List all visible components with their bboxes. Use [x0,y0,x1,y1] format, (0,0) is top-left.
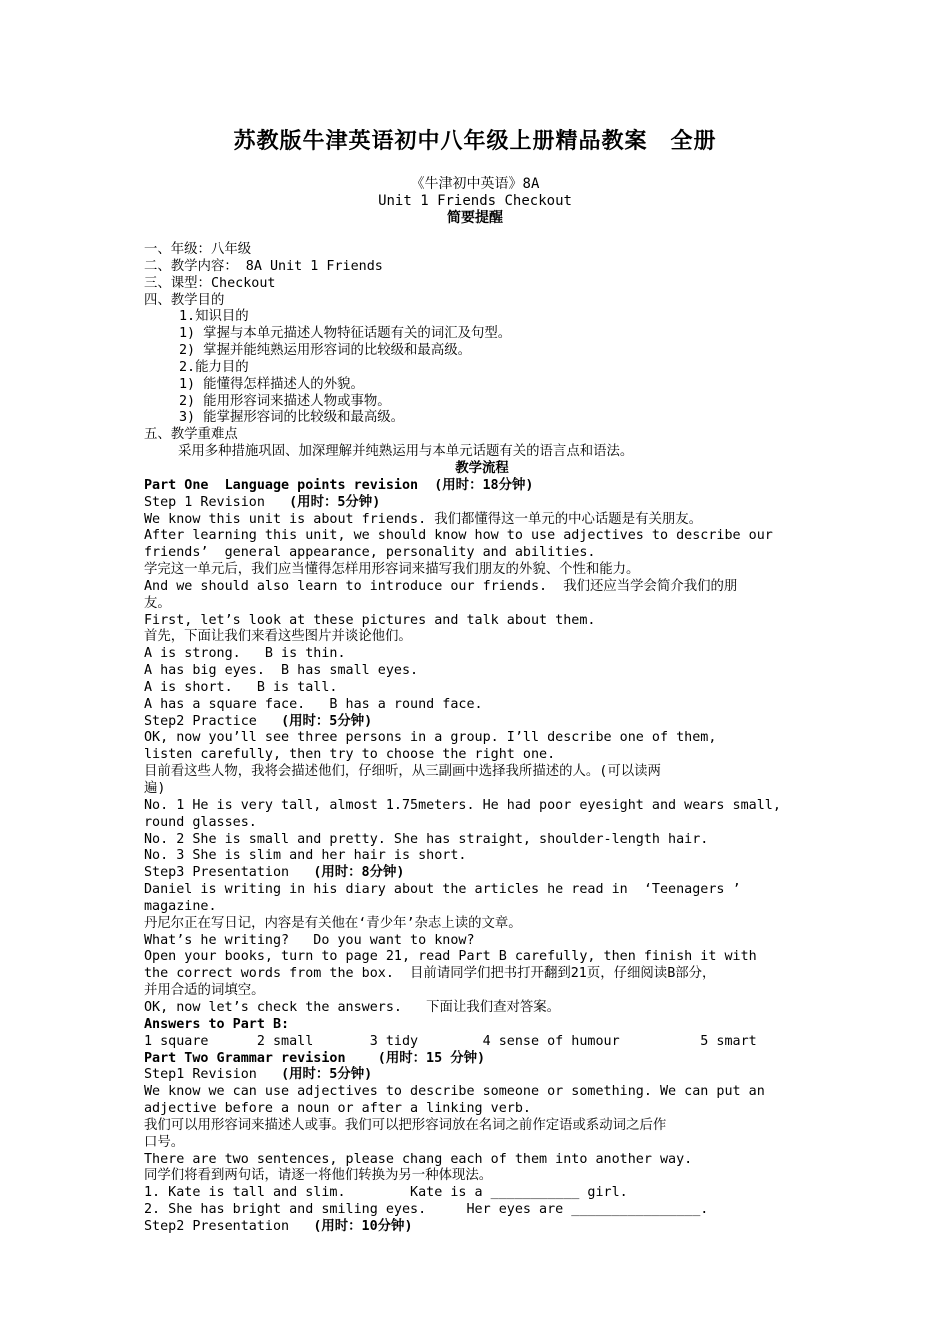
line-text: round glasses. [144,814,257,830]
line-text: Step1 Revision [144,1067,282,1083]
line-text: friends’ general appearance, personality and abilities. [144,545,596,561]
text-line [144,444,820,461]
text-line [144,1017,820,1034]
line-text: 3) 能掌握形容词的比较级和最高级。 [179,410,405,426]
line-text: OK, now let’s check the answers. 下面让我们查对答案。 [144,999,561,1015]
line-text: 1) 能懂得怎样描述人的外貌。 [179,376,364,392]
line-text: Open your books, turn to page 21, read Part B carefully, then finish it with [144,949,757,965]
text-line [144,427,820,444]
summary-heading: 简要提醒 [447,210,503,226]
text-line [144,579,820,596]
line-text: 我们可以用形容词来描述人或事。我们可以把形容词放在名词之前作定语或系动词之后作 [144,1117,667,1133]
text-line [144,394,820,411]
line-text: Daniel is writing in his diary about the articles he read in ‘Teenagers ’ [144,882,741,898]
line-text: No. 1 He is very tall, almost 1.75meters. He had poor eyesight and wears small, [144,797,781,813]
text-line [144,242,820,259]
line-text: 首先，下面让我们来看这些图片并谈论他们。 [144,629,412,645]
text-line [144,1185,820,1202]
line-text: A has big eyes. B has small eyes. [144,663,419,679]
text-line [144,1067,820,1084]
text-line [144,916,820,933]
line-text: 丹尼尔正在写日记，内容是有关他在‘青少年’杂志上读的文章。 [144,915,522,931]
text-line [144,629,820,646]
timing-label: (用时：10分钟) [313,1218,413,1234]
text-line [144,730,820,747]
line-text: 五、教学重难点 [144,427,238,443]
line-text: 一、年级：八年级 [144,242,252,257]
text-line [144,680,820,697]
text-line [144,646,820,663]
text-line [144,377,820,394]
line-text: 三、课型：Checkout [144,275,276,291]
text-line [144,360,820,377]
line-text: Answers to Part B: [144,1016,290,1032]
timing-label: (用时：15 分钟) [377,1050,486,1066]
line-text: 并用合适的词填空。 [144,983,265,999]
text-line [144,276,820,293]
timing-label: (用时：5分钟) [289,494,381,510]
line-text: A has a square face. B has a round face. [144,696,483,712]
text-line [144,1152,820,1169]
line-text: There are two sentences, please chang each of them into another way. [144,1151,693,1167]
text-line [144,259,820,276]
text-line [144,309,820,326]
text-line [144,747,820,764]
line-text: 2. She has bright and smiling eyes. Her eyes are ________________. [144,1202,709,1218]
line-text: 采用多种措施巩固、加深理解并纯熟运用与本单元话题有关的语言点和语法。 [178,444,634,460]
text-line [144,528,820,545]
text-line [144,293,820,310]
text-line [144,512,820,529]
line-text: 2.能力目的 [179,359,249,375]
text-line [144,882,820,899]
text-line [144,764,820,781]
text-line [144,343,820,360]
text-line [144,461,820,478]
text-line [144,1034,820,1051]
line-text: 学完这一单元后，我们应当懂得怎样用形容词来描写我们朋友的外貌、个性和能力。 [144,562,640,578]
text-line [144,545,820,562]
line-text: A is short. B is tall. [144,679,338,695]
line-text: 1. Kate is tall and slim. Kate is a ___________ girl. [144,1185,628,1201]
text-line [144,1118,820,1135]
text-line [144,478,820,495]
line-text: 2) 掌握并能纯熟运用形容词的比较级和最高级。 [179,343,471,359]
text-line [144,865,820,882]
line-text: We know we can use adjectives to describe someone or something. We can put an [144,1084,765,1100]
text-line [144,1084,820,1101]
line-text: Step3 Presentation [144,865,314,881]
text-line [144,495,820,512]
text-line [144,562,820,579]
line-text: adjective before a noun or after a linking verb. [144,1101,531,1117]
line-text: 同学们将看到两句话，请逐一将他们转换为另一种体现法。 [144,1168,493,1184]
text-line [144,714,820,731]
line-text: Step2 Practice [144,713,282,729]
line-text: 口号。 [144,1134,185,1150]
text-line [144,613,820,630]
line-text: 目前看这些人物，我将会描述他们，仔细听，从三副画中选择我所描述的人。(可以读两 [144,764,661,780]
text-line [144,815,820,832]
line-text: Step 1 Revision [144,494,290,510]
line-text: 1 square 2 small 3 tidy 4 sense of humour 5 smart [144,1033,757,1049]
line-text: the correct words from the box. 目前请同学们把书打开翻到21页，仔细阅读B部分， [144,966,716,982]
unit-title: Unit 1 Friends Checkout [378,193,572,209]
line-text: No. 2 She is small and pretty. She has straight, shoulder-length hair. [144,831,709,847]
line-text: A is strong. B is thin. [144,646,346,662]
text-line [144,832,820,849]
text-line [144,933,820,950]
text-line [144,596,820,613]
document-body [144,242,820,1236]
line-text: Step2 Presentation [144,1218,314,1234]
text-line [144,966,820,983]
line-text: listen carefully, then try to choose the right one. [144,747,556,763]
timing-label: (用时：5分钟) [281,1067,373,1083]
text-line [144,781,820,798]
timing-label: (用时：8分钟) [313,865,405,881]
line-text: And we should also learn to introduce our friends. 我们还应当学会简介我们的朋 [144,578,738,594]
text-line [144,1135,820,1152]
text-line [144,697,820,714]
line-text: 2) 能用形容词来描述人物或事物。 [179,393,391,409]
timing-label: (用时：18分钟) [434,477,534,493]
text-line [144,949,820,966]
line-text: First, let’s look at these pictures and talk about them. [144,612,596,628]
line-text: Part One Language points revision [144,477,435,493]
text-line [144,663,820,680]
timing-label: (用时：5分钟) [281,713,373,729]
text-line [144,1101,820,1118]
book-title: 《牛津初中英语》8A [410,176,540,192]
line-text: Part Two Grammar revision [144,1050,378,1066]
text-line [144,326,820,343]
line-text: After learning this unit, we should know how to use adjectives to describe our [144,528,773,544]
text-line [144,899,820,916]
line-text: magazine. [144,898,217,914]
text-line [144,1051,820,1068]
line-text: No. 3 She is slim and her hair is short. [144,848,467,864]
text-line [144,798,820,815]
text-line [144,983,820,1000]
line-text: What’s he writing? Do you want to know? [144,932,475,948]
text-line [144,1168,820,1185]
line-text: 四、教学目的 [144,292,225,308]
text-line [144,848,820,865]
line-text: 1.知识目的 [179,309,249,325]
text-line [144,1202,820,1219]
line-text: 教学流程 [455,460,509,476]
line-text: 遍) [144,781,166,796]
line-text: 1) 掌握与本单元描述人物特征话题有关的词汇及句型。 [179,326,512,342]
line-text: We know this unit is about friends. 我们都懂得这一单元的中心话题是有关朋友。 [144,511,703,527]
line-text: 友。 [144,595,171,611]
document-title: 苏教版牛津英语初中八年级上册精品教案 全册 [233,128,717,154]
text-line [144,410,820,427]
text-line [144,1219,820,1236]
text-line [144,1000,820,1017]
line-text: OK, now you’ll see three persons in a group. I’ll describe one of them, [144,730,717,746]
line-text: 二、教学内容： 8A Unit 1 Friends [144,258,383,274]
